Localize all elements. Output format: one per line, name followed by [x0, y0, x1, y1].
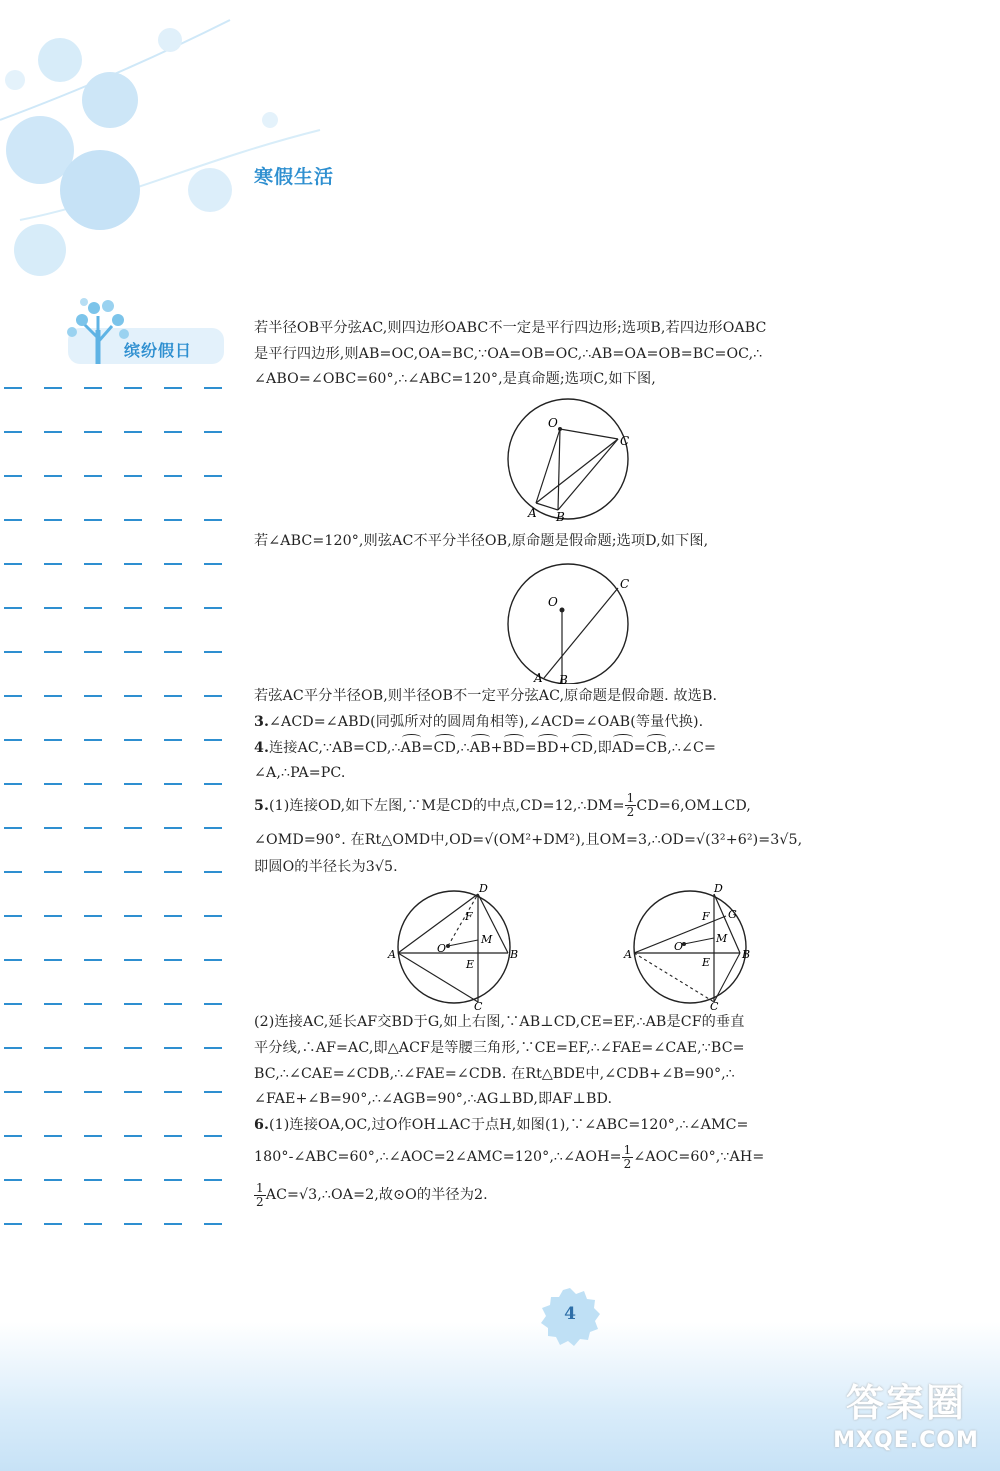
text-span: =: [421, 739, 434, 756]
label-m: M: [481, 933, 493, 947]
text-span: ∠AOC=60°,∵AH=: [633, 1149, 765, 1166]
label-b: B: [510, 948, 519, 962]
arc-ad: AD: [612, 736, 634, 762]
text-span: ,∴∠C=: [667, 739, 716, 756]
arc-bd: BD: [537, 736, 559, 762]
fraction-numerator: 1: [623, 1142, 632, 1157]
text-line: 是平行四边形,则AB=OC,OA=BC,∵OA=OB=OC,∴AB=OA=OB=BC=OC,∴: [254, 345, 763, 362]
text-line: 平分线,∴AF=AC,即△ACF是等腰三角形,∵CE=EF,∴∠FAE=∠CAE,∵BC=: [254, 1039, 745, 1056]
label-e: E: [702, 956, 711, 970]
text-line: ∠ABO=∠OBC=60°,∴∠ABC=120°,是真命题;选项C,如下图,: [254, 371, 656, 388]
arc-cd: CD: [571, 736, 593, 762]
text-span: (1)连接OD,如下左图,∵M是CD的中点,CD=12,∴DM=: [269, 797, 625, 814]
text-span: +: [558, 739, 571, 756]
label-a: A: [388, 948, 397, 962]
question-6: [254, 1113, 894, 1139]
label-e: E: [466, 958, 475, 972]
arc-ab: AB: [401, 736, 422, 762]
note-lines: [0, 378, 230, 1248]
text-line: 即圆O的半径长为3√5.: [254, 858, 398, 875]
label-a: A: [528, 505, 537, 520]
label-c: C: [620, 433, 630, 448]
question-3: [254, 710, 894, 736]
question-5: [254, 787, 894, 825]
label-o: O: [674, 940, 684, 954]
text-line: 若∠ABC=120°,则弦AC不平分半径OB,原命题是假命题;选项D,如下图,: [254, 532, 709, 549]
text-span: (1)连接OA,OC,过O作OH⊥AC于点H,如图(1),∵∠ABC=120°,∴∠AMC=: [269, 1116, 749, 1133]
label-d: D: [479, 882, 488, 896]
label-o: O: [437, 942, 447, 956]
text-span: =: [633, 739, 646, 756]
fraction-numerator: 1: [256, 1180, 264, 1195]
text-span: ,即: [593, 739, 612, 756]
fraction: [622, 1144, 634, 1171]
text-line: ∠FAE+∠B=90°,∴∠AGB=90°,∴AG⊥BD,即AF⊥BD.: [254, 1091, 613, 1108]
label-g: G: [728, 908, 737, 922]
fraction-denominator: 2: [626, 805, 635, 820]
question-number: 4.: [254, 739, 270, 756]
page-number: 4: [564, 1304, 576, 1324]
label-b: B: [559, 673, 568, 685]
fraction-denominator: 2: [623, 1156, 632, 1171]
figure-question-5: [254, 880, 894, 1010]
fraction-numerator: 1: [626, 791, 635, 806]
label-m: M: [716, 932, 728, 946]
watermark-sub: MXQE.COM: [833, 1428, 979, 1453]
arc-cd: CD: [434, 736, 456, 762]
text-span: AC=√3,∴OA=2,故⊙O的半径为2.: [265, 1187, 488, 1204]
fraction: [254, 1182, 266, 1209]
label-o: O: [548, 415, 558, 430]
arc-cb: CB: [646, 736, 667, 762]
text-span: +: [490, 739, 503, 756]
question-number: 5.: [254, 797, 270, 814]
text-line: (2)连接AC,延长AF交BD于G,如上右图,∵AB⊥CD,CE=EF,∴AB是CF的垂直: [254, 1014, 745, 1031]
label-c: C: [474, 1000, 483, 1011]
text-line: ∠A,∴PA=PC.: [254, 765, 346, 782]
label-a: A: [534, 671, 543, 685]
label-d: D: [714, 882, 723, 896]
arc-ab: AB: [470, 736, 491, 762]
text-span: =: [524, 739, 537, 756]
text-span: 180°-∠ABC=60°,∴∠AOC=2∠AMC=120°,∴∠AOH=: [254, 1149, 622, 1166]
text-line: 若半径OB平分弦AC,则四边形OABC不一定是平行四边形;选项B,若四边形OABC: [254, 320, 767, 336]
answer-content: [254, 316, 894, 1214]
label-c: C: [620, 577, 630, 592]
text-line: ∠OMD=90°. 在Rt△OMD中,OD=√(OM²+DM²),且OM=3,∴OD=√(3²+6²)=3√5,: [254, 831, 803, 848]
label-b: B: [556, 509, 565, 521]
fraction-denominator: 2: [256, 1194, 264, 1209]
text-line: BC,∴∠CAE=∠CDB,∴∠FAE=∠CDB. 在Rt△BDE中,∠CDB+∠B=90°,∴: [254, 1065, 735, 1082]
text-span: ,∴: [455, 739, 470, 756]
label-a: A: [624, 948, 633, 962]
question-number: 3.: [254, 713, 270, 730]
label-f: F: [465, 910, 473, 924]
text-span: CD=6,OM⊥CD,: [636, 797, 751, 814]
text-line: [254, 1176, 894, 1214]
watermark-main: 答案圈: [845, 1381, 966, 1425]
question-number: 6.: [254, 1116, 270, 1133]
figure-option-d: [254, 554, 894, 684]
label-b: B: [742, 948, 751, 962]
arc-bd: BD: [503, 736, 525, 762]
page-header-title: 寒假生活: [254, 166, 335, 188]
fraction: [625, 792, 637, 819]
question-text: ∠ACD=∠ABD(同弧所对的圆周角相等),∠ACD=∠OAB(等量代换).: [269, 713, 704, 730]
decorative-flowers: [0, 0, 420, 300]
badge-label: 缤纷假日: [124, 341, 193, 360]
label-o: O: [548, 595, 558, 610]
label-c: C: [710, 1000, 719, 1011]
question-4: [254, 736, 894, 762]
label-f: F: [702, 910, 710, 924]
text-line: [254, 1138, 894, 1176]
figure-option-c: [254, 393, 894, 521]
text-span: 连接AC,∵AB=CD,∴: [269, 739, 401, 756]
watermark: [818, 1380, 994, 1456]
text-line: 若弦AC平分半径OB,则半径OB不一定平分弦AC,原命题是假命题. 故选B.: [254, 688, 718, 705]
